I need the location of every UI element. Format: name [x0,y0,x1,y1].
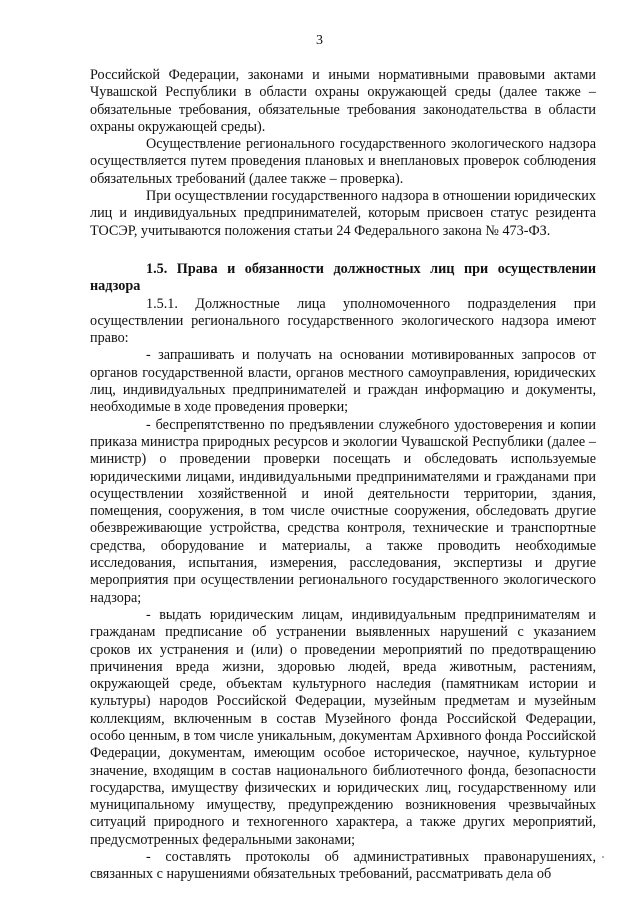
list-item: - составлять протоколы об административных правонарушениях, связанных с нарушениями обязательных требований, рассматривать дела об [90,849,596,883]
list-item: - запрашивать и получать на основании мотивированных запросов от органов государственной власти, органов местного самоуправления, юридических лиц, индивидуальных предпринимателей и граждан информацию и документы, необходимые в ходе проведения проверки; [90,347,596,416]
document-body [90,67,596,884]
list-item: - беспрепятственно по предъявлении служебного удостоверения и копии приказа министра природных ресурсов и экологии Чувашской Республики (далее – министр) о проведении проверки посещать и обследовать используемые юридическими лицами, индивидуальными предпринимателями и гражданами при осуществлении хозяйственной и иной деятельности территории, здания, помещения, сооружения, в том числе очистные сооружения, обследовать другие обезвреживающие устройства, средства контроля, технические и транспортные средства, оборудование и материалы, а также проводить необходимые исследования, испытания, измерения, расследования, экспертизы и другие мероприятия при осуществлении регионального государственного экологического надзора; [90,416,596,606]
section-heading: 1.5. Права и обязанности должностных лиц при осуществлении надзора [90,260,596,295]
paragraph: При осуществлении государственного надзора в отношении юридических лиц и индивидуальных предпринимателей, которым присвоен статус резидента ТОСЭР, учитываются положения статьи 24 Федерального закона № 473-ФЗ. [90,188,596,239]
section-intro: 1.5.1. Должностные лица уполномоченного подразделения при осуществлении регионального государственного экологического надзора имеют право: [90,295,596,347]
scan-speck [602,856,604,858]
paragraph: Российской Федерации, законами и иными нормативными правовыми актами Чувашской Республики в области охраны окружающей среды (далее также – обязательные требования, обязательные требования законодательства в области охраны окружающей среды). [90,67,596,135]
page-number: 3 [316,33,323,48]
paragraph: Осуществление регионального государственного экологического надзора осуществляется путем проведения плановых и внеплановых проверок соблюдения обязательных требований (далее также – проверка). [90,136,596,187]
list-item: - выдать юридическим лицам, индивидуальным предпринимателям и гражданам предписание об устранении выявленных нарушений с указанием сроков их устранения и (или) о проведении мероприятий по предотвращению причинения вреда жизни, здоровью людей, вреда животным, растениям, окружающей среде, объектам культурного наследия (памятникам истории и культуры) народов Российской Федерации, музейным предметам и музейным коллекциям, включенным в состав Музейного фонда Российской Федерации, особо ценным, в том числе уникальным, документам Архивного фонда Российской Федерации, документам, имеющим особое историческое, научное, культурное значение, входящим в состав национального библиотечного фонда, безопасности государства, имуществу физических и юридических лиц, государственному или муниципальному имуществу, предупреждению возникновения чрезвычайных ситуаций природного и техногенного характера, а также других мероприятий, предусмотренных федеральными законами; [90,606,596,848]
